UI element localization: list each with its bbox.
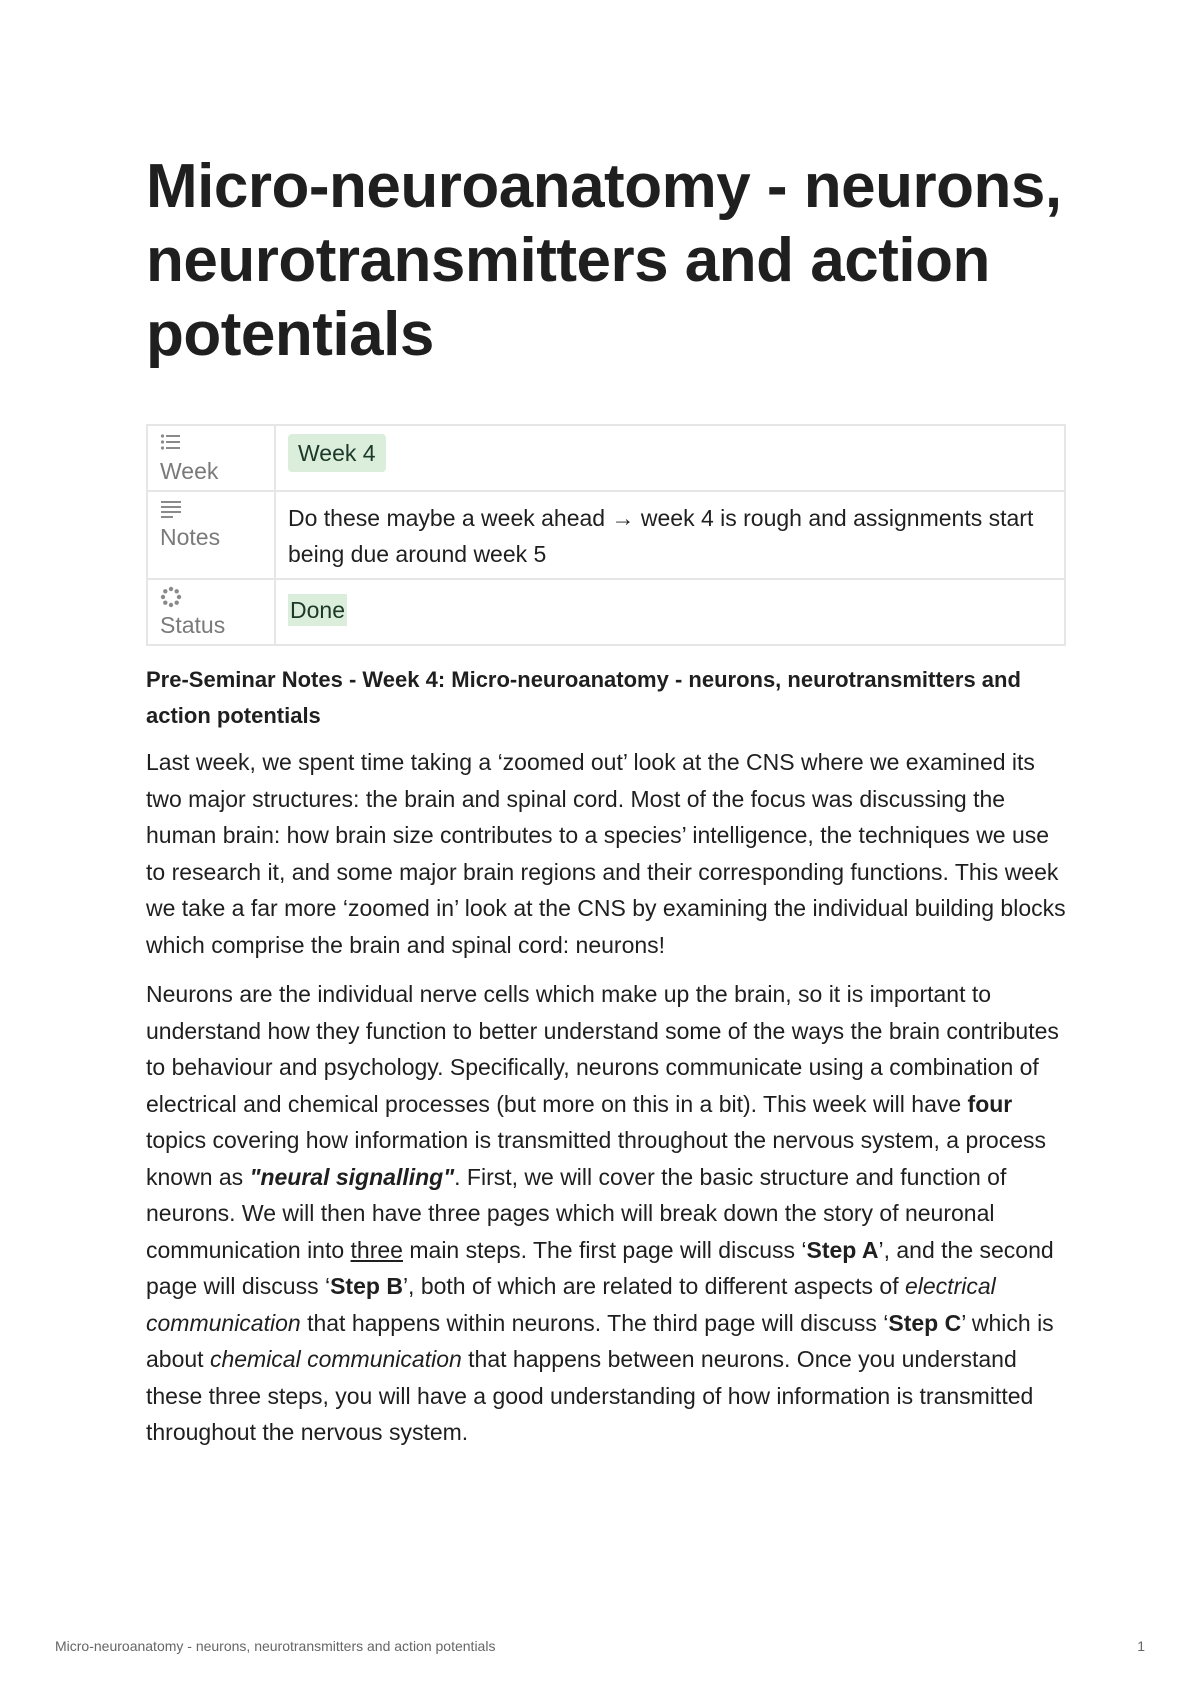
property-value-notes[interactable]: Do these maybe a week ahead → week 4 is rough and assignments start being due around week 5 <box>275 491 1065 579</box>
text-run: main steps. The first page will discuss ‘ <box>402 1236 807 1263</box>
page-number: 1 <box>1137 1638 1145 1654</box>
document-page <box>146 150 1066 1464</box>
bold-text: Step C <box>888 1309 962 1336</box>
paragraph-overview <box>146 976 1066 1451</box>
week-tag[interactable]: Week 4 <box>288 434 386 472</box>
property-value-status[interactable] <box>275 579 1065 645</box>
paragraph-intro: Last week, we spent time taking a ‘zoomed out’ look at the CNS where we examined its two major structures: the brain and spinal cord. Most of the focus was discussing the human brain: how brain size contributes to a species’ intelligence, the techniques we use to research it, and some major brain regions and their corresponding functions. This week we take a far more ‘zoomed in’ look at the CNS by examining the individual building blocks which comprise the brain and spinal cord: neurons! <box>146 749 1066 958</box>
bold-text: Step B <box>330 1273 403 1299</box>
property-key-status <box>147 579 275 645</box>
text-run: that happens within neurons. The third page will discuss ‘ <box>300 1309 889 1336</box>
property-label-notes: Notes <box>160 524 221 550</box>
italic-text: chemical communication <box>209 1346 462 1372</box>
property-row-week <box>147 425 1065 491</box>
text-run: topics covering how information is transmitted throughout the nervous system, a process known as <box>146 1127 1046 1190</box>
property-key-week <box>147 425 275 491</box>
properties-table <box>146 424 1066 646</box>
italic-text: electrical communication <box>146 1273 996 1336</box>
bold-italic-text: "neural signalling" <box>249 1163 455 1190</box>
text-run: ’, and the second page will discuss ‘ <box>146 1236 1054 1299</box>
text-lines-icon <box>160 498 264 522</box>
text-run: Neurons are the individual nerve cells which make up the brain, so it is important to understand how they function to better understand some of the ways the brain contributes to behaviour and psychology. Specifically, neurons communicate using a combination of electrical and chemical processes (but more on this in a bit). This week will have <box>146 981 1059 1117</box>
section-subheading: Pre-Seminar Notes - Week 4: Micro-neuroanatomy - neurons, neurotransmitters and action potentials <box>146 667 1021 728</box>
property-row-status <box>147 579 1065 645</box>
status-loader-icon <box>160 586 264 610</box>
text-run: ’ which is about <box>146 1309 1054 1372</box>
text-run: that happens between neurons. Once you understand these three steps, you will have a good understanding of how information is transmitted throughout the nervous system. <box>146 1346 1034 1445</box>
page-title: Micro-neuroanatomy - neurons, neurotransmitters and action potentials <box>146 152 1062 369</box>
property-label-week: Week <box>160 458 219 484</box>
property-value-week[interactable] <box>275 425 1065 491</box>
property-label-status: Status <box>160 612 226 638</box>
underlined-text: three <box>350 1236 403 1263</box>
property-key-notes <box>147 491 275 579</box>
footer-title: Micro-neuroanatomy - neurons, neurotransmitters and action potentials <box>55 1638 496 1654</box>
property-row-notes <box>147 491 1065 579</box>
text-run: ’, both of which are related to different aspects of <box>402 1273 905 1299</box>
status-badge[interactable]: Done <box>288 594 347 626</box>
bold-text: four <box>967 1090 1013 1117</box>
bold-text: Step A <box>806 1236 879 1263</box>
text-run: . First, we will cover the basic structure and function of neurons. We will then have three pages which will break down the story of neuronal communication into <box>146 1163 1007 1263</box>
list-icon <box>160 432 264 456</box>
